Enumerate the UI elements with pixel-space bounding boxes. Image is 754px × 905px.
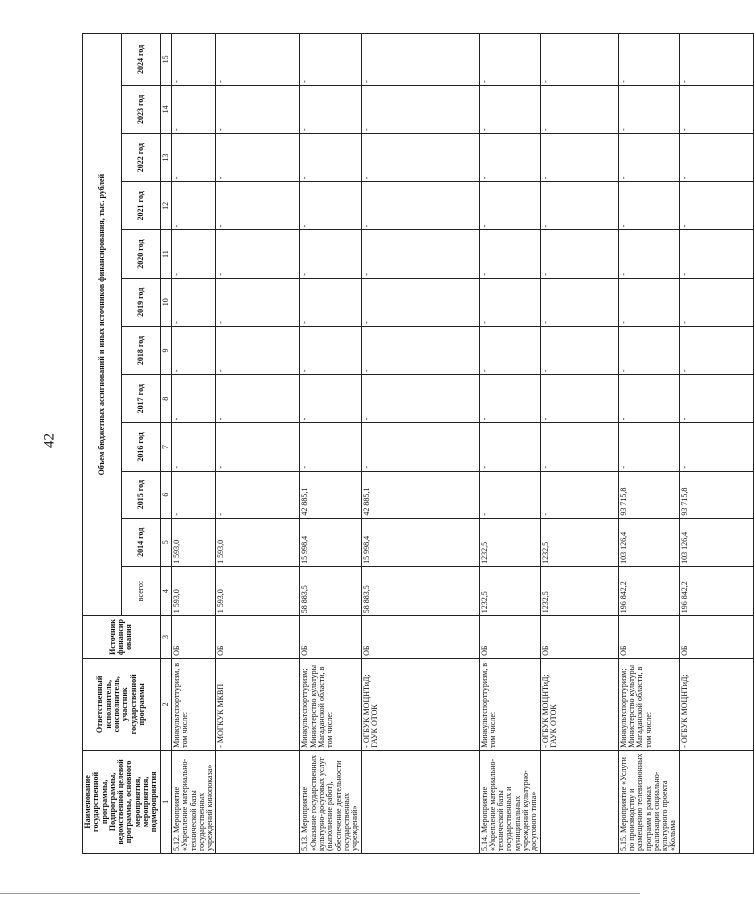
- row-value: -: [479, 326, 540, 374]
- row-value: 42 885,1: [300, 471, 361, 518]
- row-source: ОБ: [679, 616, 753, 659]
- row-value: -: [300, 182, 361, 230]
- row-value: -: [361, 34, 479, 86]
- row-value: -: [479, 423, 540, 471]
- row-value: -: [216, 34, 300, 86]
- row-source: ОБ: [479, 616, 540, 659]
- header-year: 2022 год: [121, 134, 160, 182]
- column-number: 6: [160, 471, 171, 518]
- row-value: -: [618, 85, 679, 133]
- row-value: -: [618, 326, 679, 374]
- row-value: 1232,5: [479, 518, 540, 566]
- row-value: -: [171, 423, 215, 471]
- row-value: -: [361, 375, 479, 423]
- row-value: -: [361, 182, 479, 230]
- header-year: 2024 год: [121, 34, 160, 86]
- row-value: 42 885,1: [361, 471, 479, 518]
- row-value: -: [540, 423, 618, 471]
- header-name: Наименование государственной программы, Подпрограммы, ведомственной целевой программы, основного мероприятия, мероприятия, подмероприятия: [83, 750, 161, 853]
- row-value: -: [300, 134, 361, 182]
- row-source: ОБ: [171, 616, 215, 659]
- row-value: 1232,5: [479, 566, 540, 615]
- row-value: -: [679, 182, 753, 230]
- header-responsible: Ответственный исполнитель, соисполнитель, участник государственной программы: [83, 658, 161, 750]
- table-row: [479, 34, 540, 854]
- header-year: 2019 год: [121, 278, 160, 326]
- row-value: -: [540, 278, 618, 326]
- scan-edge-line: [0, 893, 640, 894]
- row-value: -: [540, 326, 618, 374]
- row-value: 1 593,0: [216, 566, 300, 615]
- row-value: -: [171, 278, 215, 326]
- row-value: -: [618, 423, 679, 471]
- row-value: -: [540, 230, 618, 278]
- row-value: -: [300, 278, 361, 326]
- row-value: -: [479, 375, 540, 423]
- column-number: 3: [160, 616, 171, 659]
- header-year: 2020 год: [121, 230, 160, 278]
- row-value: -: [479, 278, 540, 326]
- column-number: 5: [160, 518, 171, 566]
- row-value: -: [216, 278, 300, 326]
- row-value: -: [618, 134, 679, 182]
- row-value: -: [361, 85, 479, 133]
- row-name: 5.13. Мероприятие «Оказание государственных культурно-досуговых услуг (выполнение работ), обеспечение деятельности государственных учреждений»: [300, 750, 361, 853]
- column-number: 11: [160, 230, 171, 278]
- column-number: 9: [160, 326, 171, 374]
- table-row: [216, 34, 300, 854]
- header-total: всего:: [121, 566, 160, 615]
- row-value: -: [679, 326, 753, 374]
- row-value: -: [679, 278, 753, 326]
- column-number: 8: [160, 375, 171, 423]
- column-number: 7: [160, 423, 171, 471]
- row-value: -: [618, 182, 679, 230]
- row-value: -: [479, 134, 540, 182]
- row-value: -: [540, 85, 618, 133]
- row-value: 93 715,8: [618, 471, 679, 518]
- financing-table: [82, 33, 754, 854]
- row-value: -: [540, 471, 618, 518]
- column-number: 10: [160, 278, 171, 326]
- row-value: -: [361, 326, 479, 374]
- header-year: 2014 год: [121, 518, 160, 566]
- row-responsible: - МОГКУК МКВП: [216, 658, 300, 750]
- column-number: 2: [160, 658, 171, 750]
- row-name: 5.12. Мероприятие «Укрепление материально-технической базы государственных учреждений кинопоказа»: [171, 750, 215, 853]
- row-value: 196 842,2: [679, 566, 753, 615]
- row-value: 1 593,0: [171, 566, 215, 615]
- row-value: -: [540, 134, 618, 182]
- row-name: [679, 750, 753, 853]
- row-value: -: [679, 34, 753, 86]
- row-value: -: [216, 182, 300, 230]
- table-row: [618, 34, 679, 854]
- row-value: -: [300, 34, 361, 86]
- row-value: -: [679, 230, 753, 278]
- row-value: -: [540, 182, 618, 230]
- row-value: 103 126,4: [679, 518, 753, 566]
- row-value: -: [171, 230, 215, 278]
- row-name: [361, 750, 479, 853]
- row-value: 196 842,2: [618, 566, 679, 615]
- row-value: 58 883,5: [300, 566, 361, 615]
- row-source: ОБ: [300, 616, 361, 659]
- row-source: ОБ: [618, 616, 679, 659]
- row-value: -: [618, 375, 679, 423]
- row-value: -: [540, 34, 618, 86]
- row-value: -: [171, 375, 215, 423]
- table-row: [171, 34, 215, 854]
- row-value: 15 998,4: [300, 518, 361, 566]
- header-source: Источник финансирования: [83, 616, 161, 659]
- row-name: [540, 750, 618, 853]
- row-name: 5.15. Мероприятие «Услуги по производству и размещению телевизионных программ в рамках реализации социально-культурного проекта «Колыма: [618, 750, 679, 853]
- row-value: 1232,5: [540, 566, 618, 615]
- row-responsible: - ОГБУК МОЦНТиД; ГАУК ОТОК: [540, 658, 618, 750]
- row-value: -: [479, 182, 540, 230]
- document-stage: [82, 33, 689, 854]
- row-name: 5.14. Мероприятие «Укрепление материально-технической базы государственных и муниципальных учреждений культурно-досугового типа»: [479, 750, 540, 853]
- row-value: 58 883,5: [361, 566, 479, 615]
- row-value: 15 998,4: [361, 518, 479, 566]
- table-row: [300, 34, 361, 854]
- row-value: 93 715,8: [679, 471, 753, 518]
- row-source: ОБ: [216, 616, 300, 659]
- table-body: [171, 34, 753, 854]
- row-name: [216, 750, 300, 853]
- header-year: 2023 год: [121, 85, 160, 133]
- row-value: -: [216, 230, 300, 278]
- table-row: [540, 34, 618, 854]
- header-year: 2015 год: [121, 471, 160, 518]
- column-number: 14: [160, 85, 171, 133]
- row-value: -: [216, 471, 300, 518]
- row-value: -: [679, 85, 753, 133]
- row-value: -: [171, 471, 215, 518]
- row-value: -: [216, 134, 300, 182]
- header-year: 2016 год: [121, 423, 160, 471]
- rotated-table-wrapper: [82, 33, 689, 854]
- row-value: -: [679, 134, 753, 182]
- row-value: -: [618, 230, 679, 278]
- row-value: -: [361, 423, 479, 471]
- row-value: -: [216, 375, 300, 423]
- row-responsible: Минкультспорттуризм; Министерство культуры Магаданской области, в том числе:: [300, 658, 361, 750]
- row-responsible: Минкультспорттуризм, в том числе:: [479, 658, 540, 750]
- numbering-row: [160, 34, 171, 854]
- row-value: -: [479, 230, 540, 278]
- row-value: -: [679, 375, 753, 423]
- row-value: 1 593,0: [171, 518, 215, 566]
- row-value: -: [540, 375, 618, 423]
- row-value: -: [361, 278, 479, 326]
- row-responsible: - ОГБУК МОЦНТиД;: [679, 658, 753, 750]
- row-value: -: [300, 230, 361, 278]
- table-row: [361, 34, 479, 854]
- header-row-1: [83, 34, 122, 854]
- header-year: 2021 год: [121, 182, 160, 230]
- header-year: 2017 год: [121, 375, 160, 423]
- row-value: -: [171, 34, 215, 86]
- row-responsible: Минкультспорттуризм, в том числе:: [171, 658, 215, 750]
- row-value: -: [171, 182, 215, 230]
- row-value: 103 126,4: [618, 518, 679, 566]
- column-number: 15: [160, 34, 171, 86]
- column-number: 4: [160, 566, 171, 615]
- row-value: -: [216, 326, 300, 374]
- column-number: 1: [160, 750, 171, 853]
- row-value: -: [361, 134, 479, 182]
- page-number: 42: [41, 433, 58, 448]
- row-value: -: [216, 85, 300, 133]
- row-value: -: [171, 134, 215, 182]
- row-value: -: [618, 34, 679, 86]
- row-value: 1 593,0: [216, 518, 300, 566]
- row-value: -: [479, 34, 540, 86]
- row-value: -: [361, 230, 479, 278]
- row-value: -: [618, 278, 679, 326]
- row-value: -: [216, 423, 300, 471]
- table-row: [679, 34, 753, 854]
- column-number: 12: [160, 182, 171, 230]
- row-value: -: [171, 326, 215, 374]
- row-value: -: [679, 423, 753, 471]
- row-value: -: [300, 85, 361, 133]
- row-source: ОБ: [540, 616, 618, 659]
- header-year: 2018 год: [121, 326, 160, 374]
- row-value: -: [479, 85, 540, 133]
- header-volume: Объем бюджетных ассигнований и иных источников финансирования, тыс. рублей: [83, 34, 122, 616]
- row-value: 1232,5: [540, 518, 618, 566]
- row-value: -: [479, 471, 540, 518]
- row-responsible: Минкультспорттуризм; Министерство культуры Магаданской области, в том числе:: [618, 658, 679, 750]
- row-value: -: [171, 85, 215, 133]
- row-source: ОБ: [361, 616, 479, 659]
- row-value: -: [300, 375, 361, 423]
- row-responsible: - ОГБУК МОЦНТиД; ГАУК ОТОК: [361, 658, 479, 750]
- row-value: -: [300, 326, 361, 374]
- row-value: -: [300, 423, 361, 471]
- column-number: 13: [160, 134, 171, 182]
